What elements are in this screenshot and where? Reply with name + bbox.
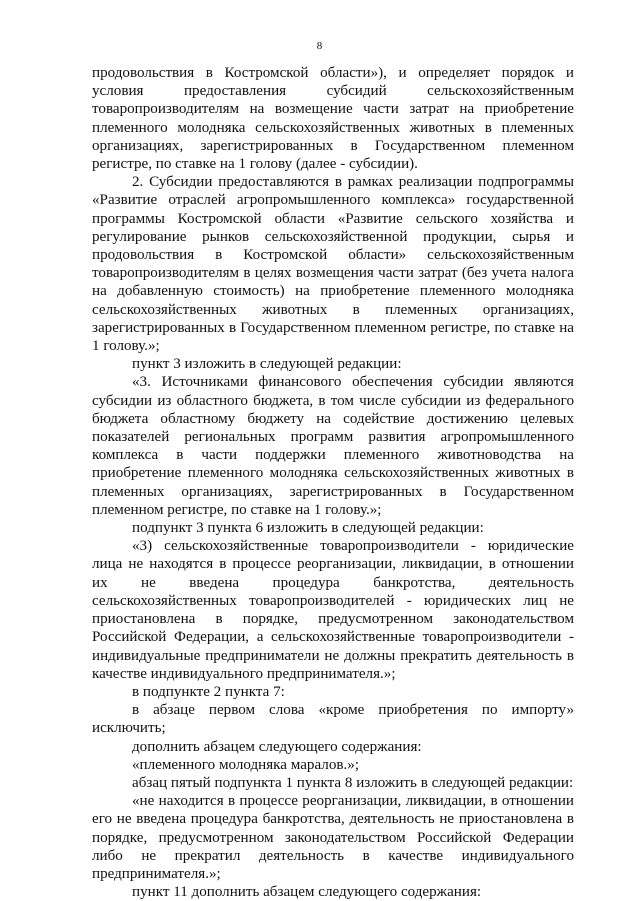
document-body bbox=[92, 64, 574, 901]
paragraph: «3. Источниками финансового обеспечения субсидии являются субсидии из областного бюджета, в том числе субсидии из федерального бюджета областному бюджету на содействие достижению целевых показателей региональных программ развития агропромышленного комплекса в части поддержки племенного животноводства на приобретение племенного молодняка сельскохозяйственных животных в племенных организациях, зарегистрированных в Государственном племенном регистре, по ставке на 1 голову.»; bbox=[92, 374, 574, 518]
paragraph: дополнить абзацем следующего содержания: bbox=[132, 738, 422, 755]
paragraph: продовольствия в Костромской области»), и определяет порядок и условия предоставления субсидий сельскохозяйственным товаропроизводителям на возмещение части затрат на приобретение племенного молодняка сельскохозяйственных животных в племенных организациях, зарегистрированных в Государственном племенном регистре, по ставке на 1 голову (далее - субсидии). bbox=[92, 65, 574, 173]
page-number: 8 bbox=[316, 40, 323, 52]
paragraph: абзац пятый подпункта 1 пункта 8 изложить в следующей редакции: bbox=[132, 774, 574, 791]
paragraph: «не находится в процессе реорганизации, ликвидации, в отношении его не введена процедура банкротства, деятельность не приостановлена в порядке, предусмотренном законодательством Российской Федерации либо не прекратил деятельность в качестве индивидуального предпринимателя.»; bbox=[92, 793, 574, 882]
paragraph: подпункт 3 пункта 6 изложить в следующей редакции: bbox=[132, 520, 484, 537]
paragraph: в подпункте 2 пункта 7: bbox=[132, 683, 285, 700]
paragraph: пункт 3 изложить в следующей редакции: bbox=[132, 356, 402, 373]
paragraph: пункт 11 дополнить абзацем следующего содержания: bbox=[132, 884, 482, 901]
paragraph: в абзаце первом слова «кроме приобретения по импорту» исключить; bbox=[92, 702, 574, 737]
paragraph: «3) сельскохозяйственные товаропроизводители - юридические лица не находятся в процессе реорганизации, ликвидации, в отношении их не введена процедура банкротства, деятельность сельскохозяйственных товаропроизводителей - юридических лиц не приостановлена в порядке, предусмотренном законодательством Российской Федерации, а сельскохозяйственные товаропроизводители - индивидуальные предприниматели не должны прекратить деятельность в качестве индивидуального предпринимателя.»; bbox=[92, 538, 574, 682]
paragraph: «племенного молодняка маралов.»; bbox=[132, 756, 360, 773]
paragraph: 2. Субсидии предоставляются в рамках реализации подпрограммы «Развитие отраслей агропромышленного комплекса» государственной программы Костромской области «Развитие сельского хозяйства и регулирование рынков сельскохозяйственной продукции, сырья и продовольствия в Костромской области» сельскохозяйственным товаропроизводителям в целях возмещения части затрат (без учета налога на добавленную стоимость) на приобретение племенного молодняка сельскохозяйственных животных в племенных организациях, зарегистрированных в Государственном племенном регистре, по ставке на 1 голову.»; bbox=[92, 174, 574, 355]
